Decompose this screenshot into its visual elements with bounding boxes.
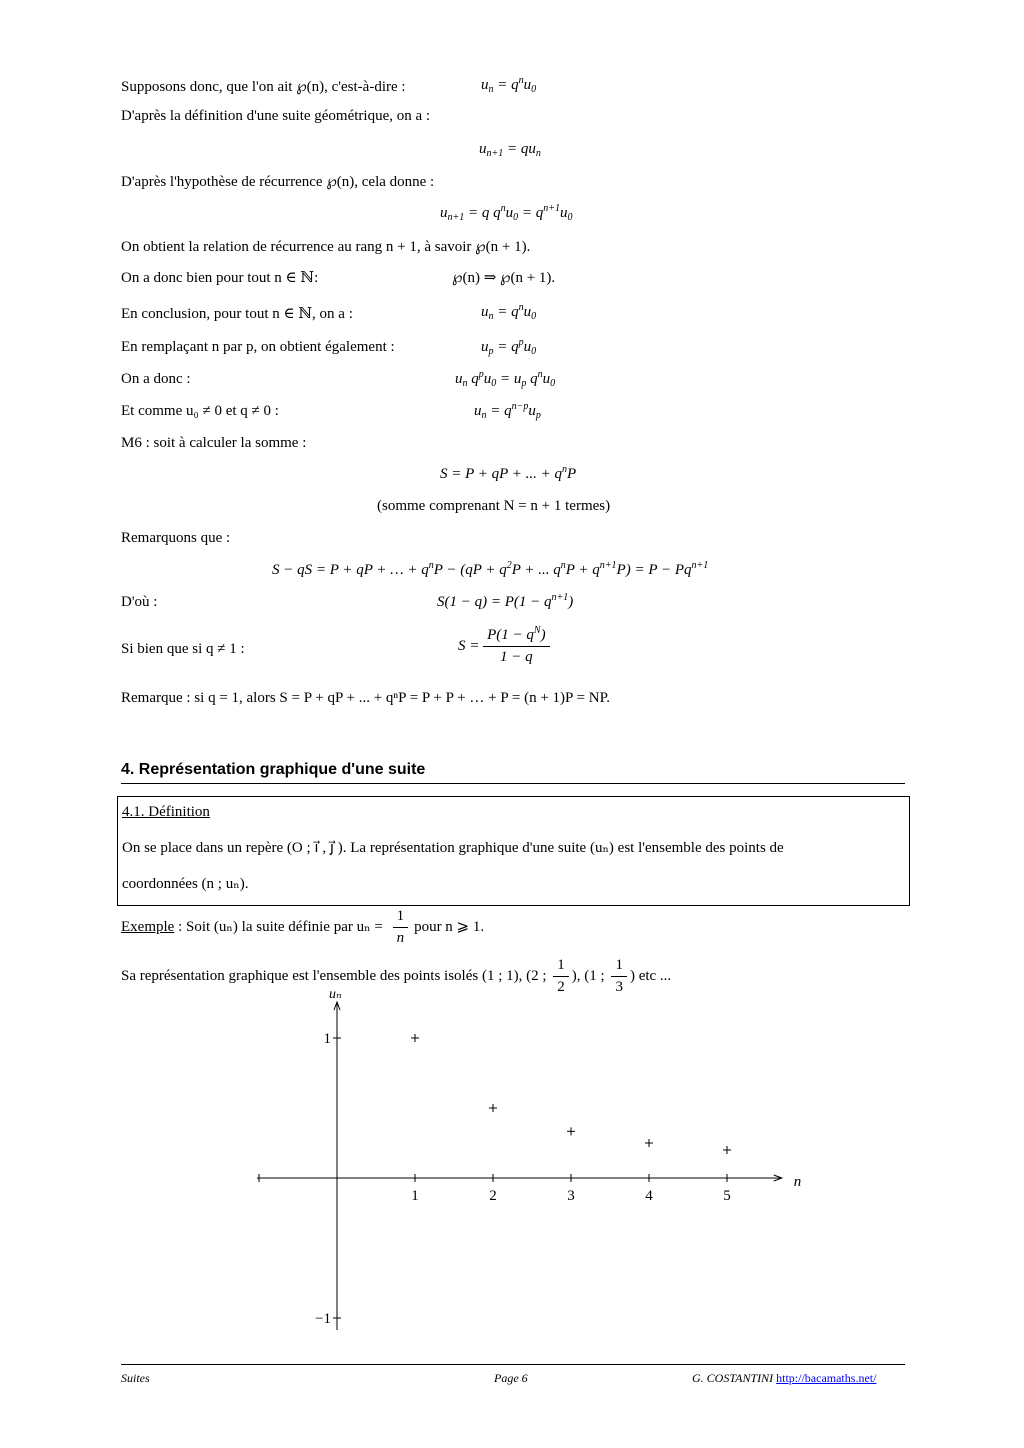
formula-derivation: $u_{n+1} = q$ $q^nu_0 = q^{n+1}u_0$ [440,203,573,223]
text-line: Remarquons que : [121,530,231,546]
text-line: En conclusion, pour tout n ∈ ℕ, on a : [121,306,353,322]
formula-up: $u_p = q^pu_0$ [481,337,537,357]
formula-equality: $u_n$ $q^pu_0 = u_p$ $q^nu_0$ [455,369,556,389]
formula-conclusion: $u_n = q^nu_0$ [481,302,537,322]
data-point [411,1034,419,1042]
text-line: On a donc bien pour tout n ∈ ℕ: [121,270,319,286]
text-line: M6 : soit à calculer la somme : [121,435,307,451]
definition-text-2: coordonnées (n ; uₙ). [122,876,249,892]
formula-difference: S − qS = P + qP + … + $q^nP - (qP + q^2P$ + ... $q^nP + q^{n+1}P) = P - Pq^{n+1}$ [272,560,709,578]
footer-right: G. COSTANTINI http://bacamaths.net/ [692,1371,877,1385]
text-line: On a donc : [121,371,191,387]
text-line: Supposons donc, que l'on ait ℘(n), c'est-à-dire : [121,79,406,95]
section-heading: 4. Représentation graphique d'une suite [121,761,905,784]
remark-line: Remarque : si q = 1, alors S = P + qP + ... + qⁿP = P + P + … + P = (n + 1)P = NP. [121,690,611,706]
formula-sum: S = P + qP + ... + $q^nP$ [440,464,577,482]
text-line: D'après l'hypothèse de récurrence ℘(n), cela donne : [121,174,435,190]
data-point [723,1146,731,1154]
x-tick-label: 3 [567,1188,575,1204]
footer-page: Page 6 [494,1371,528,1385]
representation-line: Sa représentation graphique est l'ensemble des points isolés (1 ; 1), (2 ; $\frac{1}{2}$ ), (1 ; $\frac{1}{3}$ ) etc ... [121,957,672,995]
x-tick-label: 2 [489,1188,497,1204]
x-tick-label: 5 [723,1188,731,1204]
formula-sum-result: S = $\frac{P(1 - q^N)}{1 - q}$ [458,627,550,666]
text-line: (somme comprenant N = n + 1 termes) [377,498,611,514]
data-point [489,1104,497,1112]
text-line: D'après la définition d'une suite géométrique, on a : [121,108,431,124]
formula-implication: ℘(n) ⇒ ℘(n + 1). [452,270,556,286]
footer-link[interactable]: http://bacamaths.net/ [776,1371,877,1385]
formula-un: $u_n = q^nu_0$ [481,75,537,95]
text-line: En remplaçant n par p, on obtient également : [121,339,395,355]
footer-rule [121,1364,905,1365]
definition-text: On se place dans un repère (O ; i⃗ , j⃗ ). La représentation graphique d'une suite (uₙ) est l'ensemble des points de [122,840,784,856]
text-line: Et comme u₀ ≠ 0 et q ≠ 0 : [121,403,279,419]
formula-ratio: $u_n = q^{n-p}u_p$ [474,401,541,421]
y-axis-label: uₙ [329,987,342,1002]
x-tick-label: 4 [645,1188,653,1204]
text-line: D'où : [121,594,158,610]
data-point [645,1139,653,1147]
footer-left: Suites [121,1371,150,1385]
formula-recurrence: $u_{n+1} = qu_n$ [479,141,541,159]
y-tick-label: −1 [315,1311,331,1327]
example-line: Exemple : Soit (uₙ) la suite définie par uₙ = $\frac{1}{n}$ pour n ⩾ 1. [121,908,485,946]
text-line: Si bien que si q ≠ 1 : [121,641,245,657]
formula-factored: $S(1 - q) = P(1 - q^{n+1})$ [437,592,574,610]
definition-title: 4.1. Définition [122,804,210,820]
x-tick-label: 1 [411,1188,419,1204]
text-line: On obtient la relation de récurrence au rang n + 1, à savoir ℘(n + 1). [121,239,531,255]
y-tick-label: 1 [323,1031,331,1047]
x-axis-label: n [793,1174,802,1190]
data-point [567,1127,575,1135]
